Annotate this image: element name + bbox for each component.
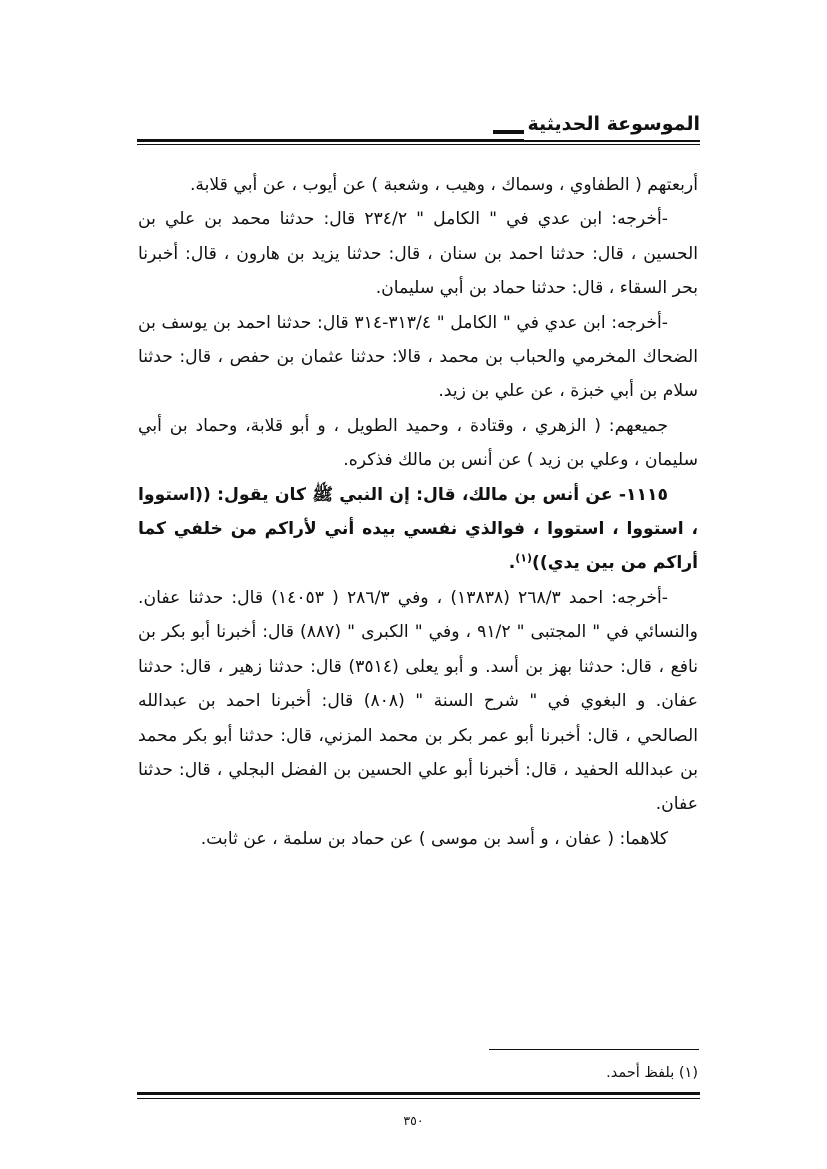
footnote: (١) بلفظ أحمد. [606,1065,698,1081]
running-header [137,108,700,144]
hadith-end-mark: . [508,553,516,574]
paragraph-takhrij-3: -أخرجه: احمد ٢٦٨/٣ (١٣٨٣٨) ، وفي ٢٨٦/٣ ( ١٤٠٥٣) قال: حدثنا عفان. والنسائي في " المجتبى " ٩١/٢ ، وفي " الكبرى " (٨٨٧) قال: أخبرنا أبو بكر بن نافع ، قال: حدثنا بهز بن أسد. و أبو يعلى (٣٥١٤) قال: حدثنا زهير ، قال: حدثنا عفان. و البغوي في " شرح السنة " (٨٠٨) قال: أخبرنا احمد بن عبدالله الصالحي ، قال: أخبرنا أبو عمر بكر بن محمد المزني، قال: حدثنا أبو بكر محمد بن عبدالله الحفيد ، قال: أخبرنا أبو علي الحسين بن الفضل البجلي ، قال: حدثنا عفان. [138,587,698,815]
header-rule-thin [137,144,700,145]
paragraph-takhrij-2: -أخرجه: ابن عدي في " الكامل " ٣١٣/٤-٣١٤ قال: حدثنا احمد بن يوسف بن الضحاك المخرمي والحباب بن محمد ، قالا: حدثنا عثمان بن حفص ، قال: حدثنا سلام بن أبي خبزة ، عن علي بن زيد. [138,312,698,402]
paragraph-both-narrators: كلاهما: ( عفان ، و أسد بن موسى ) عن حماد بن سلمة ، عن ثابت. [200,828,668,849]
hadith-text: ١١١٥- عن أنس بن مالك، قال: إن النبي ﷺ كان يقول: ((استووا ، استووا ، استووا ، فوالذي نفسي بيده أني لأراكم من خلفي كما أراكم من بين يدي)) [138,484,698,574]
header-title: الموسوعة الحديثية [524,108,701,140]
footnote-reference[interactable]: (١) [515,551,532,565]
paragraph-hadith-1115 [138,478,698,581]
paragraph-chain-summary: أربعتهم ( الطفاوي ، وسماك ، وهيب ، وشعبة ) عن أيوب ، عن أبي قلابة. [189,175,698,195]
paragraph-takhrij-1: -أخرجه: ابن عدي في " الكامل " ٢٣٤/٢ قال: حدثنا محمد بن علي بن الحسين ، قال: حدثنا احمد بن سنان ، قال: حدثنا يزيد بن هارون ، قال: أخبرنا بحر السقاء ، قال: حدثنا حماد بن أبي سليمان. [138,209,698,299]
footer-rule-thin [137,1098,700,1099]
footnote-separator [489,1049,699,1050]
paragraph-all-narrators: جميعهم: ( الزهري ، وقتادة ، وحميد الطويل ، و أبو قلابة، وحماد بن أبي سليمان ، وعلي بن زيد ) عن أنس بن مالك فذكره. [138,415,698,471]
page-number: ٣٥٠ [403,1113,424,1128]
header-title-bar [493,130,527,134]
footer-rule-thick [137,1092,700,1095]
body-text [138,168,698,856]
